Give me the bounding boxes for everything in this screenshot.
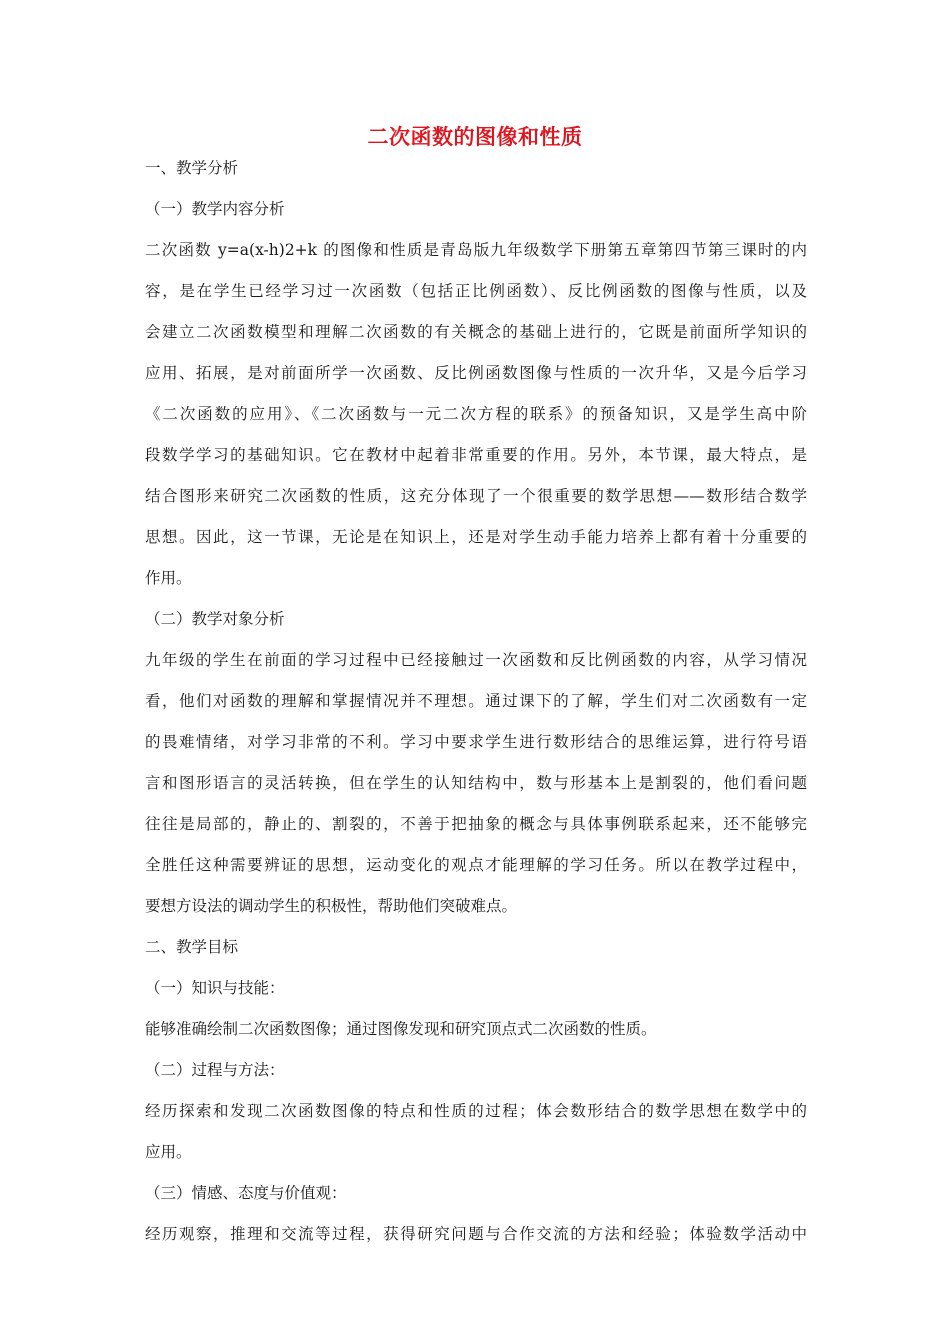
paragraph-line: 应用、拓展，是对前面所学一次函数、反比例函数图像与性质的一次升华，又是今后学习 [145, 364, 807, 382]
paragraph-line: 《二次函数的应用》、《二次函数与一元二次方程的联系》的预备知识，又是学生高中阶 [145, 405, 807, 423]
paragraph-line: 思想。因此，这一节课，无论是在知识上，还是对学生动手能力培养上都有着十分重要的 [145, 528, 807, 546]
paragraph-student-analysis [145, 640, 807, 927]
paragraph-line: 九年级的学生在前面的学习过程中已经接触过一次函数和反比例函数的内容，从学习情况 [145, 651, 807, 669]
subsection-heading: （二）教学对象分析 [145, 610, 285, 628]
paragraph-line: 的畏难情绪，对学习非常的不利。学习中要求学生进行数形结合的思维运算，进行符号语 [145, 733, 807, 751]
paragraph-emotion-values [145, 1214, 807, 1255]
paragraph-line: 经历观察，推理和交流等过程，获得研究问题与合作交流的方法和经验；体验数学活动中 [145, 1225, 807, 1243]
paragraph-knowledge-skills [145, 1009, 807, 1050]
paragraph-line: 能够准确绘制二次函数图像；通过图像发现和研究顶点式二次函数的性质。 [145, 1020, 657, 1038]
paragraph-line: 段数学学习的基础知识。它在教材中起着非常重要的作用。另外，本节课，最大特点，是 [145, 446, 807, 464]
paragraph-line: 往往是局部的，静止的、割裂的，不善于把抽象的概念与具体事例联系起来，还不能够完 [145, 815, 807, 833]
page-title: 二次函数的图像和性质 [367, 125, 583, 149]
subsection-heading: （二）过程与方法： [145, 1061, 285, 1079]
paragraph-line: 会建立二次函数模型和理解二次函数的有关概念的基础上进行的，它既是前面所学知识的 [145, 323, 807, 341]
paragraph-line: 结合图形来研究二次函数的性质，这充分体现了一个很重要的数学思想——数形结合数学 [145, 487, 807, 505]
paragraph-line: 全胜任这种需要辨证的思想，运动变化的观点才能理解的学习任务。所以在教学过程中， [145, 856, 807, 874]
subsection-heading: （一）知识与技能： [145, 979, 285, 997]
subsection-heading: （三）情感、态度与价值观： [145, 1184, 347, 1202]
paragraph-line: 容，是在学生已经学习过一次函数（包括正比例函数）、反比例函数的图像与性质，以及 [145, 282, 807, 300]
section-heading: 二、教学目标 [145, 938, 239, 956]
paragraph-line: 作用。 [145, 569, 192, 587]
paragraph-line: 应用。 [145, 1143, 192, 1161]
paragraph-line: 要想方设法的调动学生的积极性，帮助他们突破难点。 [145, 897, 518, 915]
subsection-heading: （一）教学内容分析 [145, 200, 285, 218]
document-body [145, 148, 807, 1255]
paragraph-content-analysis [145, 230, 807, 599]
paragraph-line: 看，他们对函数的理解和掌握情况并不理想。通过课下的了解，学生们对二次函数有一定 [145, 692, 807, 710]
section-heading: 一、教学分析 [145, 159, 239, 177]
paragraph-process-methods [145, 1091, 807, 1173]
paragraph-line: 二次函数 y=a(x-h)2+k 的图像和性质是青岛版九年级数学下册第五章第四节第三课时的内 [145, 241, 807, 259]
paragraph-line: 言和图形语言的灵活转换，但在学生的认知结构中，数与形基本上是割裂的，他们看问题 [145, 774, 807, 792]
paragraph-line: 经历探索和发现二次函数图像的特点和性质的过程；体会数形结合的数学思想在数学中的 [145, 1102, 807, 1120]
